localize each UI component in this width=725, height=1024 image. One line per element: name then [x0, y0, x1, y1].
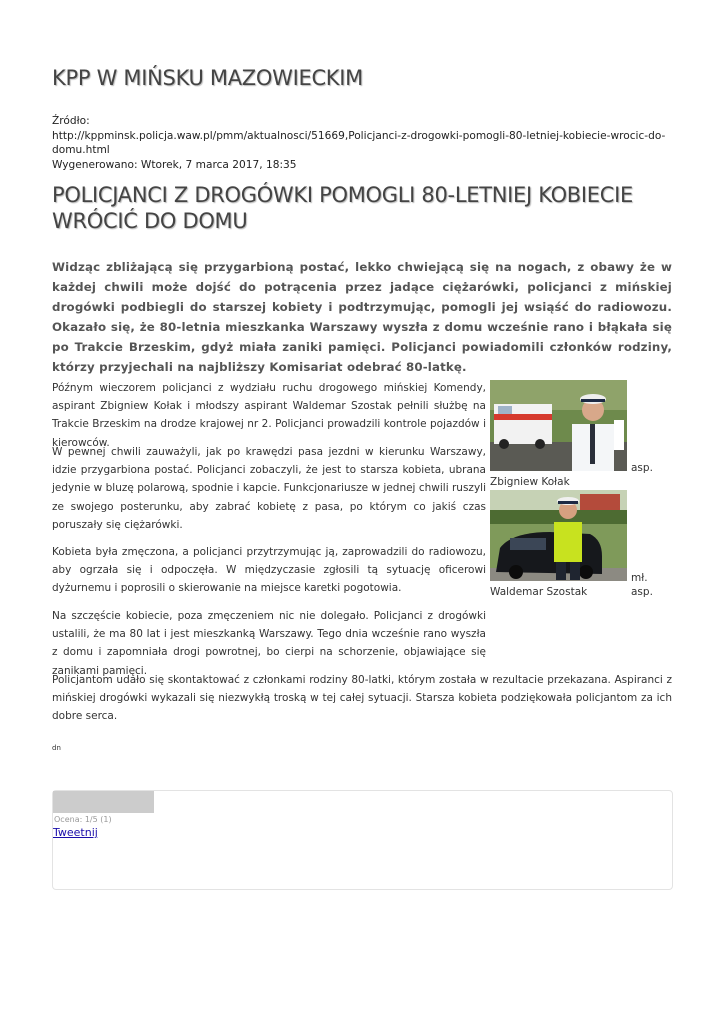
photo-szostak-image	[490, 490, 627, 581]
article-paragraph-1: Późnym wieczorem policjanci z wydziału ruchu drogowego mińskiej Komendy, aspirant Zbigniew Kołak i młodszy aspirant Waldemar Szostak pełnili służbę na Trakcie Brzeskim na drodze krajowej nr 2. Policjanci prowadzili kontrole pojazdów i kierowców.	[52, 382, 486, 449]
photo-officer-kolak	[490, 380, 627, 475]
site-title: KPP W MIŃSKU MAZOWIECKIM	[52, 66, 363, 90]
photo-1-caption-part2: Zbigniew Kołak	[490, 476, 570, 488]
tweet-link[interactable]: Tweetnij	[53, 826, 98, 839]
article-paragraph-3: Kobieta była zmęczona, a policjanci przytrzymując ją, zaprowadzili do radiowozu, aby ogrzała się i odpoczęła. W międzyczasie zgłosili tą sytuację oficerowi dyżurnemu i poprosili o skierowanie na miejsce karetki pogotowia.	[52, 546, 486, 595]
article-paragraph-5: Policjantom udało się skontaktować z członkami rodziny 80-latki, którym została w rezultacie przekazana. Aspiranci z mińskiej drogówki wykazali się niezwykłą troską w tej całej sytuacji. Starsza kobieta podziękowała policjantom za ich dobre serca.	[52, 674, 672, 723]
photo-kolak-image	[490, 380, 627, 471]
source-label: Źródło:	[52, 115, 90, 127]
photo-officer-szostak	[490, 490, 627, 585]
article-lead: Widząc zbliżającą się przygarbioną postać, lekko chwiejącą się na nogach, z obawy że w każdej chwili może dojść do potrącenia przez jadące ciężarówki, policjanci z mińskiej drogówki podbiegli do starszej kobiety i podtrzymując, pomogli jej wsiąść do radiowozu. Okazało się, że 80-letnia mieszkanka Warszawy wyszła z domu wcześnie rano i błąkała się po Trakcie Brzeskim, gdyż miała zaniki pamięci. Policjanci powiadomili członków rodziny, którzy przyjechali na najbliższy Komisariat odebrać 80-latkę.	[52, 260, 672, 374]
source-meta	[52, 114, 672, 172]
author-initials: dn	[52, 744, 61, 752]
photo-2-caption-part1: mł. asp.	[631, 572, 653, 598]
rating-stars-bar[interactable]	[53, 791, 154, 813]
photo-1-caption-part1: asp.	[631, 462, 653, 474]
article-paragraph-4: Na szczęście kobiecie, poza zmęczeniem nic nie dolegało. Policjanci z drogówki ustalili, że ma 80 lat i jest mieszkanką Warszawy. Tego dnia wcześnie rano wyszła z domu i zapomniała drogi powrotnej, bo cierpi na schorzenie, objawiające się zanikami pamięci.	[52, 610, 486, 677]
article-title: POLICJANCI Z DROGÓWKI POMOGLI 80-LETNIEJ KOBIECIE WRÓCIĆ DO DOMU	[52, 183, 634, 233]
article-paragraph-2: W pewnej chwili zauważyli, jak po krawędzi pasa jezdni w kierunku Warszawy, idzie przygarbiona postać. Policjanci zobaczyli, że jest to starsza kobieta, ubrana jedynie w bluzę polarową, spodnie i kapcie. Funkcjonariusze w jednej chwili ruszyli ze swojego posterunku, aby zabrać kobietę z pasa, po którym co jakiś czas poruszały się ciężarówki.	[52, 446, 486, 531]
photo-2-caption-part2: Waldemar Szostak	[490, 586, 588, 598]
source-url: http://kppminsk.policja.waw.pl/pmm/aktualnosci/51669,Policjanci-z-drogowki-pomogli-80-letniej-kobiecie-wrocic-do-domu.html	[52, 129, 666, 157]
rating-label: Ocena: 1/5 (1)	[54, 815, 112, 824]
generated-date: Wygenerowano: Wtorek, 7 marca 2017, 18:35	[52, 158, 297, 171]
rating-panel	[52, 790, 673, 890]
